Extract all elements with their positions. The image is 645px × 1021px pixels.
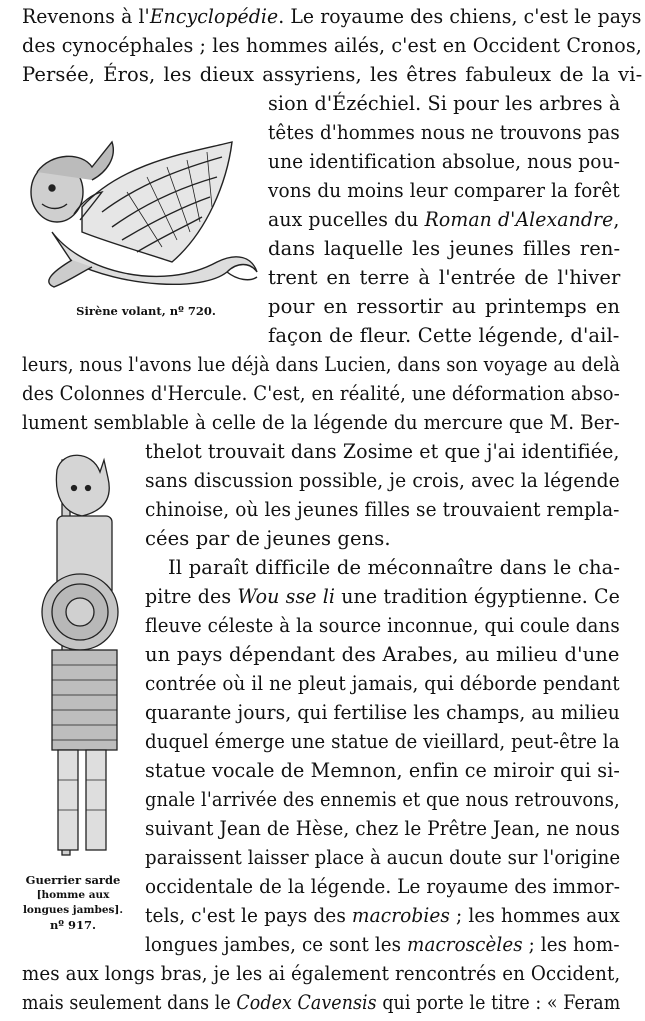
figure-caption-siren: Sirène volant, nº 720.: [76, 304, 216, 318]
text-run: . Le royaume des chiens, c'est le pays: [278, 5, 642, 28]
text-line: [268, 176, 620, 205]
text-line: [145, 814, 620, 843]
italic-text-run: Codex Cavensis: [236, 991, 377, 1014]
text-line: [145, 901, 620, 930]
text-run: occidentale de la légende. Le royaume des immor-: [145, 875, 621, 898]
text-line: [145, 785, 620, 814]
text-run: longues jambes, ce sont les: [145, 933, 408, 956]
text-run: têtes d'hommes nous ne trouvons pas: [268, 121, 620, 144]
text-line: [22, 379, 620, 408]
text-run: quarante jours, qui fertilise les champs, au milieu: [145, 701, 620, 724]
italic-text-run: macroscèles: [407, 933, 523, 956]
text-line: [268, 321, 620, 350]
text-line: [145, 466, 620, 495]
text-line: [145, 698, 620, 727]
text-line: [268, 89, 620, 118]
text-line: [145, 872, 620, 901]
text-run: qui porte le titre : « Feram: [376, 991, 621, 1014]
text-run: leurs, nous l'avons lue déjà dans Lucien, dans son voyage au delà: [22, 353, 621, 376]
text-run: cées par de jeunes gens.: [145, 527, 391, 550]
text-run: un pays dépendant des Arabes, au milieu d'une: [145, 643, 620, 666]
text-run: lument semblable à celle de la légende du mercure que M. Ber-: [22, 411, 620, 434]
text-run: paraissent laisser place à aucun doute sur l'origine: [145, 846, 621, 869]
text-line: [268, 205, 620, 234]
text-run: pitre des: [145, 585, 238, 608]
text-run: pour en ressortir au printemps en: [268, 295, 621, 318]
text-run: une tradition égyptienne. Ce: [335, 585, 621, 608]
text-line: [145, 756, 620, 785]
text-run: dans laquelle les jeunes filles ren-: [268, 237, 621, 260]
text-line: [22, 2, 641, 31]
flying-siren-illustration: [12, 122, 262, 290]
text-line: [145, 843, 620, 872]
italic-text-run: macrobies: [351, 904, 451, 927]
text-run: sion d'Ézéchiel. Si pour les arbres à: [268, 92, 621, 115]
text-line: [268, 118, 620, 147]
text-line: [168, 553, 620, 582]
figure-caption-warrior-4: nº 917.: [49, 918, 97, 932]
text-run: des cynocéphales ; les hommes ailés, c'est en Occident Cronos,: [22, 34, 642, 57]
text-line: [145, 669, 620, 698]
text-line: [145, 524, 391, 553]
text-line: [145, 640, 620, 669]
text-run: gnale l'arrivée des ennemis et que nous retrouvons,: [145, 788, 620, 811]
text-run: fleuve céleste à la source inconnue, qui coule dans: [145, 614, 620, 637]
text-run: des Colonnes d'Hercule. C'est, en réalité, une déformation abso-: [22, 382, 620, 405]
figure-caption-warrior-3: longues jambes].: [22, 904, 124, 916]
text-line: [22, 988, 620, 1017]
text-line: [22, 408, 620, 437]
text-run: tels, c'est le pays des: [145, 904, 352, 927]
text-line: [145, 495, 620, 524]
italic-text-run: Wou sse li: [237, 585, 336, 608]
text-line: [145, 930, 620, 959]
text-run: Revenons à l': [22, 5, 150, 28]
text-run: mais seulement dans le: [22, 991, 237, 1014]
text-line: [145, 727, 620, 756]
text-run: thelot trouvait dans Zosime et que j'ai identifiée,: [145, 440, 620, 463]
text-line: [268, 292, 620, 321]
text-line: [145, 611, 620, 640]
text-run: mes aux longs bras, je les ai également rencontrés en Occident,: [22, 962, 621, 985]
text-line: [145, 582, 620, 611]
text-line: [145, 437, 620, 466]
text-run: suivant Jean de Hèse, chez le Prêtre Jean, ne nous: [145, 817, 620, 840]
italic-text-run: Encyclopédie: [149, 5, 279, 28]
sardinian-warrior-illustration: [22, 450, 132, 865]
text-run: ; les hommes aux: [450, 904, 620, 927]
text-run: vons du moins leur comparer la forêt: [268, 179, 620, 202]
text-line: [268, 147, 620, 176]
figure-caption-warrior-2: [homme aux: [36, 889, 110, 901]
text-run: ,: [613, 208, 620, 231]
text-run: chinoise, où les jeunes filles se trouvaient rempla-: [145, 498, 620, 521]
text-line: [268, 234, 620, 263]
text-run: sans discussion possible, je crois, avec la légende: [145, 469, 620, 492]
text-line: [22, 959, 620, 988]
text-run: trent en terre à l'entrée de l'hiver: [268, 266, 621, 289]
text-run: une identification absolue, nous pou-: [268, 150, 621, 173]
text-run: ; les hom-: [522, 933, 620, 956]
text-run: aux pucelles du: [268, 208, 425, 231]
text-run: Persée, Éros, les dieux assyriens, les êtres fabuleux de la vi-: [22, 63, 643, 86]
text-run: statue vocale de Memnon, enfin ce miroir qui si-: [145, 759, 620, 782]
text-line: [22, 350, 620, 379]
figure-caption-warrior-1: Guerrier sarde: [25, 873, 121, 887]
text-run: duquel émerge une statue de vieillard, peut-être la: [145, 730, 620, 753]
text-run: contrée où il ne pleut jamais, qui déborde pendant: [145, 672, 620, 695]
text-line: [22, 60, 642, 89]
text-run: façon de fleur. Cette légende, d'ail-: [268, 324, 620, 347]
text-run: Il paraît difficile de méconnaître dans le cha-: [168, 556, 621, 579]
text-line: [22, 31, 642, 60]
text-line: [268, 263, 620, 292]
italic-text-run: Roman d'Alexandre: [424, 208, 614, 231]
